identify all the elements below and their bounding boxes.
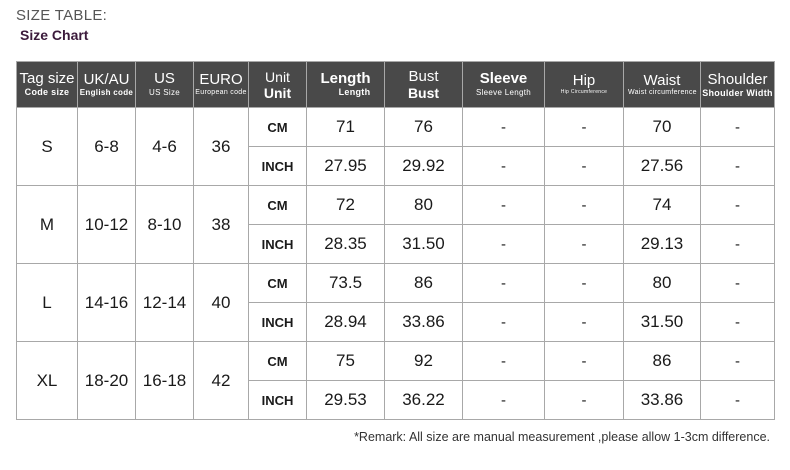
waist-cell: 29.13	[624, 225, 701, 264]
sleeve-cell: -	[463, 147, 545, 186]
bust-cell: 76	[385, 108, 463, 147]
unit-cell: INCH	[249, 225, 307, 264]
header-shoulder-main: Shoulder	[707, 70, 768, 88]
header-euro	[194, 62, 249, 108]
header-unit	[249, 62, 307, 108]
header-waist-sub: Waist circumference	[628, 88, 697, 96]
bust-cell: 86	[385, 264, 463, 303]
shoulder-cell: -	[701, 225, 775, 264]
length-cell: 28.94	[307, 303, 385, 342]
size-chart-table	[16, 61, 775, 420]
header-sleeve	[463, 62, 545, 108]
table-row	[17, 186, 775, 225]
unit-cell: INCH	[249, 303, 307, 342]
shoulder-cell: -	[701, 342, 775, 381]
header-tag-size-main: Tag size	[19, 70, 75, 87]
header-hip	[545, 62, 624, 108]
sleeve-cell: -	[463, 108, 545, 147]
sleeve-cell: -	[463, 264, 545, 303]
header-us-sub: US Size	[149, 88, 180, 97]
sleeve-cell: -	[463, 381, 545, 420]
header-bust-sub: Bust	[407, 84, 440, 101]
unit-cell: CM	[249, 264, 307, 303]
waist-cell: 33.86	[624, 381, 701, 420]
shoulder-cell: -	[701, 147, 775, 186]
header-hip-sub: Hip Circumference	[560, 89, 608, 95]
hip-cell: -	[545, 186, 624, 225]
euro-cell: 40	[194, 264, 249, 342]
tag-size-cell: XL	[17, 342, 78, 420]
bust-cell: 33.86	[385, 303, 463, 342]
table-row	[17, 108, 775, 147]
waist-cell: 31.50	[624, 303, 701, 342]
length-cell: 27.95	[307, 147, 385, 186]
bust-cell: 92	[385, 342, 463, 381]
header-bust	[385, 62, 463, 108]
hip-cell: -	[545, 225, 624, 264]
hip-cell: -	[545, 264, 624, 303]
hip-cell: -	[545, 108, 624, 147]
table-row	[17, 342, 775, 381]
length-cell: 71	[307, 108, 385, 147]
bust-cell: 31.50	[385, 225, 463, 264]
header-shoulder	[701, 62, 775, 108]
header-waist-main: Waist	[643, 71, 681, 89]
header-unit-sub: Unit	[263, 84, 292, 101]
remark-note: *Remark: All size are manual measurement ,please allow 1-3cm difference.	[354, 430, 770, 444]
length-cell: 29.53	[307, 381, 385, 420]
header-unit-main: Unit	[265, 68, 290, 85]
unit-cell: CM	[249, 108, 307, 147]
hip-cell: -	[545, 303, 624, 342]
unit-cell: CM	[249, 342, 307, 381]
waist-cell: 70	[624, 108, 701, 147]
header-waist	[624, 62, 701, 108]
unit-cell: CM	[249, 186, 307, 225]
euro-cell: 36	[194, 108, 249, 186]
unit-cell: INCH	[249, 147, 307, 186]
waist-cell: 74	[624, 186, 701, 225]
euro-cell: 42	[194, 342, 249, 420]
uk-au-cell: 10-12	[78, 186, 136, 264]
tag-size-cell: S	[17, 108, 78, 186]
size-table-title: SIZE TABLE:	[16, 7, 108, 24]
header-us	[136, 62, 194, 108]
sleeve-cell: -	[463, 225, 545, 264]
header-length	[307, 62, 385, 108]
sleeve-cell: -	[463, 186, 545, 225]
header-uk-au-sub: English code	[79, 87, 134, 97]
header-uk-au	[78, 62, 136, 108]
waist-cell: 80	[624, 264, 701, 303]
unit-cell: INCH	[249, 381, 307, 420]
bust-cell: 80	[385, 186, 463, 225]
size-chart-subtitle: Size Chart	[20, 27, 89, 43]
shoulder-cell: -	[701, 264, 775, 303]
header-sleeve-sub: Sleeve Length	[475, 88, 532, 97]
hip-cell: -	[545, 381, 624, 420]
shoulder-cell: -	[701, 381, 775, 420]
uk-au-cell: 14-16	[78, 264, 136, 342]
tag-size-cell: M	[17, 186, 78, 264]
sleeve-cell: -	[463, 303, 545, 342]
waist-cell: 86	[624, 342, 701, 381]
header-tag-size	[17, 62, 78, 108]
length-cell: 28.35	[307, 225, 385, 264]
header-uk-au-main: UK/AU	[83, 70, 130, 88]
header-row	[17, 62, 775, 108]
uk-au-cell: 6-8	[78, 108, 136, 186]
shoulder-cell: -	[701, 186, 775, 225]
hip-cell: -	[545, 342, 624, 381]
uk-au-cell: 18-20	[78, 342, 136, 420]
header-euro-sub: European code	[195, 89, 247, 96]
bust-cell: 29.92	[385, 147, 463, 186]
shoulder-cell: -	[701, 303, 775, 342]
us-cell: 12-14	[136, 264, 194, 342]
bust-cell: 36.22	[385, 381, 463, 420]
header-shoulder-sub: Shoulder Width	[702, 87, 773, 98]
table-row	[17, 264, 775, 303]
hip-cell: -	[545, 147, 624, 186]
sleeve-cell: -	[463, 342, 545, 381]
header-length-sub: Length	[338, 87, 371, 97]
tag-size-cell: L	[17, 264, 78, 342]
header-sleeve-main: Sleeve	[479, 70, 528, 87]
length-cell: 73.5	[307, 264, 385, 303]
header-tag-size-sub: Code size	[24, 87, 70, 97]
length-cell: 75	[307, 342, 385, 381]
header-euro-main: EURO	[199, 71, 243, 88]
waist-cell: 27.56	[624, 147, 701, 186]
header-bust-main: Bust	[408, 67, 439, 85]
shoulder-cell: -	[701, 108, 775, 147]
header-us-main: US	[154, 70, 175, 87]
header-hip-main: Hip	[572, 72, 596, 89]
us-cell: 4-6	[136, 108, 194, 186]
euro-cell: 38	[194, 186, 249, 264]
us-cell: 16-18	[136, 342, 194, 420]
header-length-main: Length	[320, 70, 371, 87]
us-cell: 8-10	[136, 186, 194, 264]
length-cell: 72	[307, 186, 385, 225]
